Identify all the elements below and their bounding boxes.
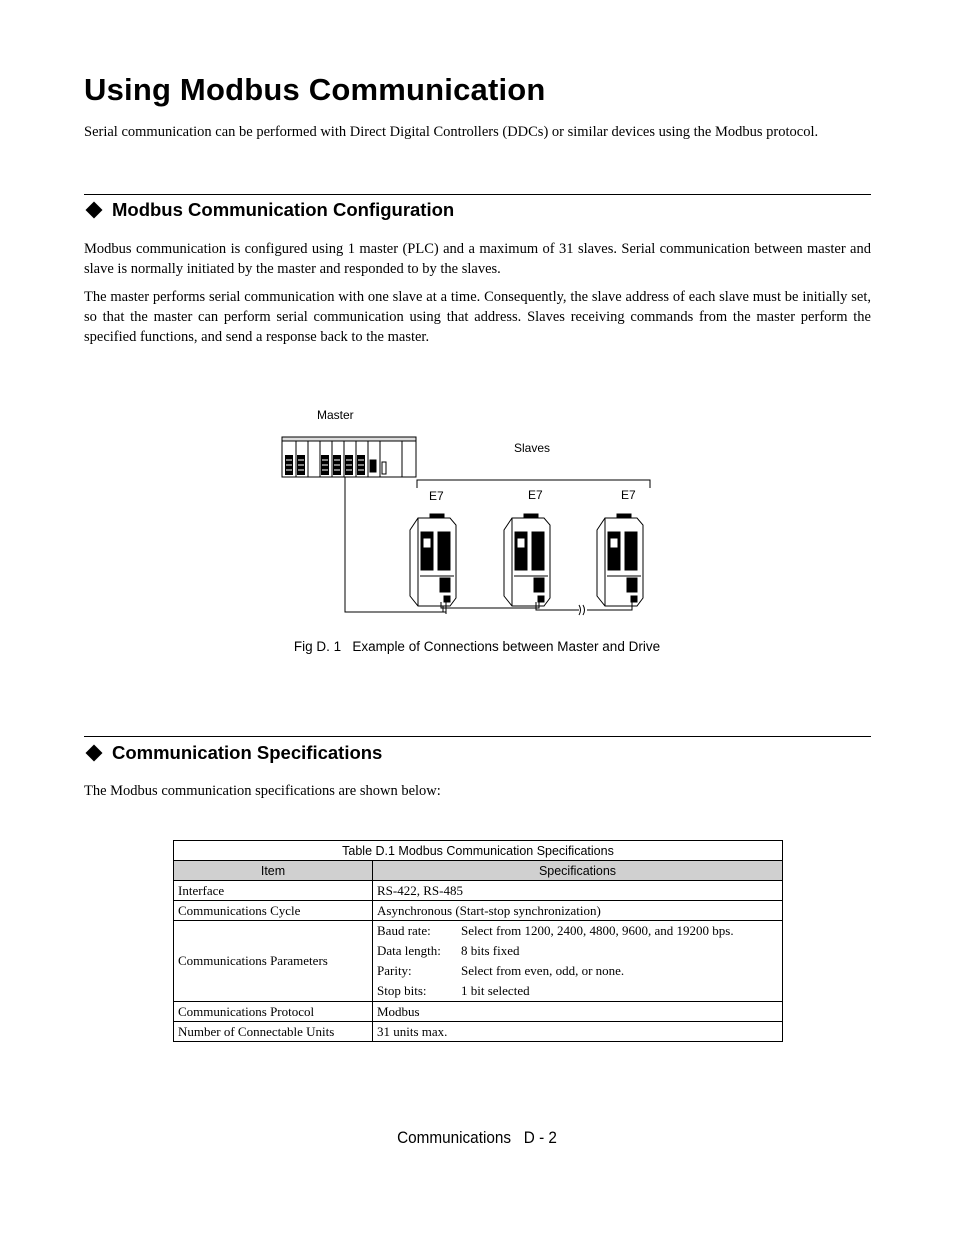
section-heading-configuration	[84, 199, 454, 221]
plc-master-icon	[282, 437, 416, 477]
master-label: Master	[317, 408, 354, 422]
specifications-intro: The Modbus communication specifications are shown below:	[84, 783, 441, 799]
param-line	[377, 921, 778, 941]
param-label: Baud rate:	[377, 923, 431, 938]
row-item: Communications Protocol	[174, 1002, 373, 1022]
row-spec: Asynchronous (Start-stop synchronization)	[373, 901, 783, 921]
row-spec: RS-422, RS-485	[373, 881, 783, 901]
param-value: Select from even, odd, or none.	[461, 963, 625, 978]
diamond-bullet-icon	[86, 745, 103, 762]
table-caption-row	[174, 841, 783, 861]
e7-drive-icon	[504, 514, 550, 606]
row-spec: Modbus	[373, 1002, 783, 1022]
drive-label-1: E7	[429, 489, 444, 503]
param-value: Select from 1200, 2400, 4800, 9600, and 19200 bps.	[461, 923, 734, 938]
configuration-paragraph-2: The master performs serial communication with one slave at a time. Consequently, the slave address of each slave must be initially set, so that the master can perform serial communication using that address. Slaves receiving commands from the master perform the specified functions, and send a response back to the master.	[84, 289, 871, 345]
page-title: Using Modbus Communication	[84, 72, 546, 107]
param-label: Data length:	[377, 943, 441, 958]
table-row	[174, 1002, 783, 1022]
table-header-row	[174, 861, 783, 881]
row-item: Communications Cycle	[174, 901, 373, 921]
table-row	[174, 881, 783, 901]
row-spec-parameters	[373, 921, 783, 1002]
diamond-bullet-icon	[86, 202, 103, 219]
param-line	[377, 981, 778, 1001]
drive-label-2: E7	[528, 488, 543, 502]
column-header-item: Item	[174, 861, 373, 881]
e7-drive-icon	[410, 514, 456, 606]
table-caption: Table D.1 Modbus Communication Specifications	[174, 841, 783, 861]
table-row	[174, 901, 783, 921]
table-row	[174, 1022, 783, 1042]
modbus-spec-table	[173, 840, 783, 1042]
slaves-label: Slaves	[514, 441, 551, 455]
param-line	[377, 941, 778, 961]
intro-text: Serial communication can be performed with Direct Digital Controllers (DDCs) or similar devices using the Modbus protocol.	[84, 124, 819, 140]
slaves-bracket	[417, 480, 650, 488]
param-line	[377, 961, 778, 981]
param-value: 1 bit selected	[461, 983, 530, 998]
row-item: Number of Connectable Units	[174, 1022, 373, 1042]
section-divider	[84, 736, 871, 737]
row-spec: 31 units max.	[373, 1022, 783, 1042]
configuration-paragraph-1: Modbus communication is configured using 1 master (PLC) and a maximum of 31 slaves. Serial communication between master and slave is normally initiated by the master and responded to by the slaves.	[84, 241, 871, 277]
param-label: Parity:	[377, 963, 412, 978]
communication-wiring	[345, 477, 632, 615]
param-value: 8 bits fixed	[461, 943, 520, 958]
section-divider	[84, 194, 871, 195]
column-header-specifications: Specifications	[373, 861, 783, 881]
drive-label-3: E7	[621, 488, 636, 502]
param-label: Stop bits:	[377, 983, 427, 998]
section-heading-text: Modbus Communication Configuration	[112, 199, 455, 220]
row-item: Communications Parameters	[174, 921, 373, 1002]
section-heading-specifications	[84, 742, 382, 764]
e7-drive-icon	[597, 514, 643, 606]
section-heading-text: Communication Specifications	[112, 742, 383, 763]
row-item: Interface	[174, 881, 373, 901]
page-footer: Communications D - 2	[397, 1128, 557, 1147]
connection-diagram	[270, 400, 690, 620]
table-row	[174, 921, 783, 1002]
figure-caption: Fig D. 1 Example of Connections between Master and Drive	[293, 639, 661, 654]
